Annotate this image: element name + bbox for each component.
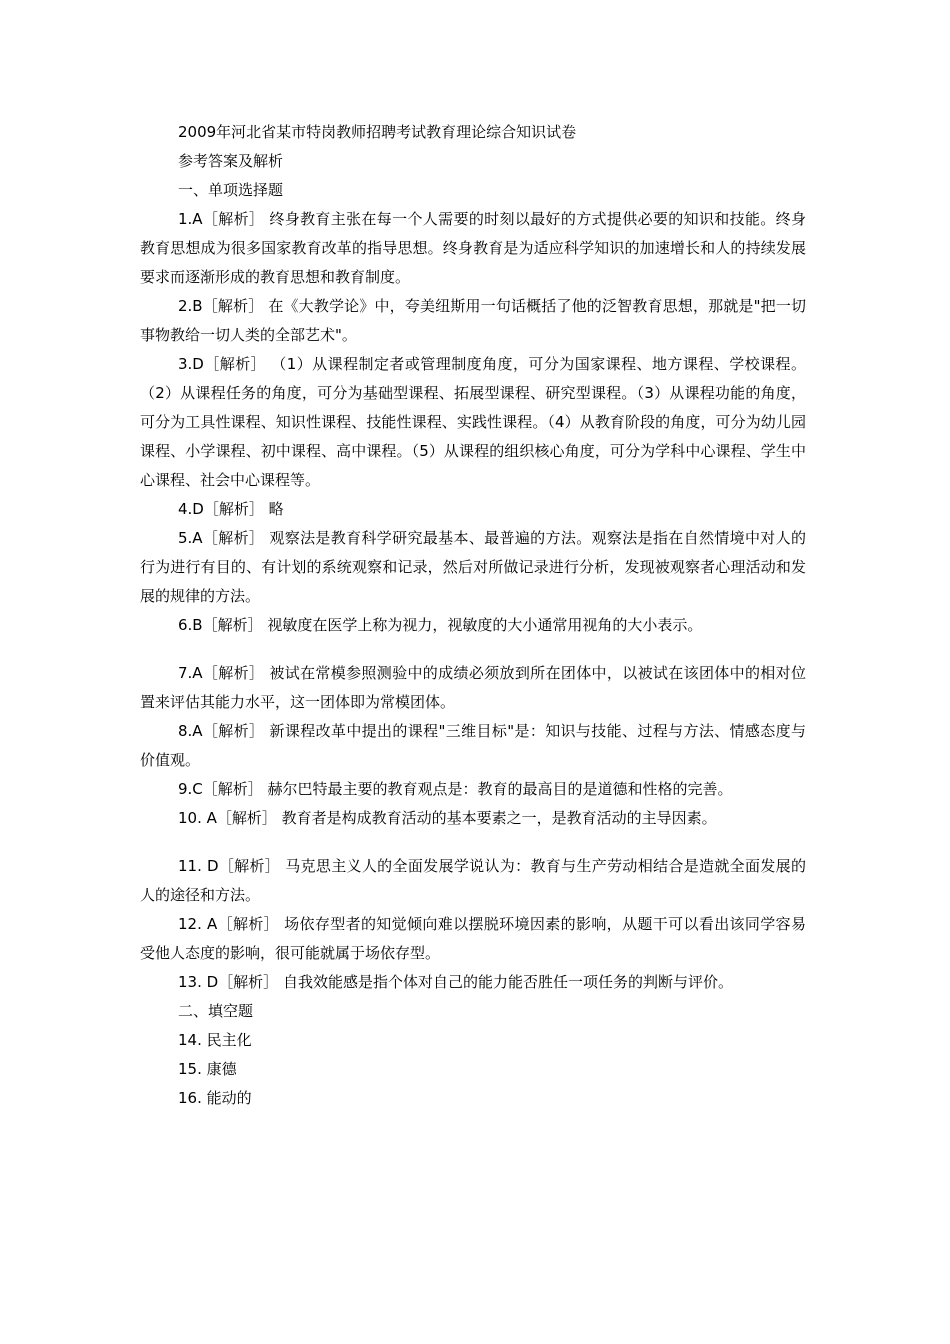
answer-5: 5.A［解析］ 观察法是教育科学研究最基本、最普遍的方法。观察法是指在自然情境中对人的行为进行有目的、有计划的系统观察和记录，然后对所做记录进行分析，发现被观察者心理活动和发展的规律的方法。 [140, 529, 806, 605]
answer-16: 16. 能动的 [178, 1089, 252, 1107]
answer-2: 2.B［解析］ 在《大教学论》中，夸美纽斯用一句话概括了他的泛智教育思想，那就是"把一切事物教给一切人类的全部艺术"。 [140, 297, 806, 344]
section-heading-fill-blank: 二、填空题 [178, 1002, 254, 1020]
spacer [140, 833, 806, 852]
answer-4: 4.D［解析］ 略 [178, 500, 284, 518]
answer-3: 3.D［解析］ （1）从课程制定者或管理制度角度，可分为国家课程、地方课程、学校课程。（2）从课程任务的角度，可分为基础型课程、拓展型课程、研究型课程。（3）从课程功能的角度，可分为工具性课程、知识性课程、技能性课程、实践性课程。（4）从教育阶段的角度，可分为幼儿园课程、小学课程、初中课程、高中课程。（5）从课程的组织核心角度，可分为学科中心课程、学生中心课程、社会中心课程等。 [140, 355, 806, 489]
answer-8: 8.A［解析］ 新课程改革中提出的课程"三维目标"是：知识与技能、过程与方法、情感态度与价值观。 [140, 722, 806, 769]
document-title: 2009年河北省某市特岗教师招聘考试教育理论综合知识试卷 [178, 123, 577, 141]
document-page [140, 118, 806, 1113]
answer-14: 14. 民主化 [178, 1031, 252, 1049]
answer-1: 1.A［解析］ 终身教育主张在每一个人需要的时刻以最好的方式提供必要的知识和技能。终身教育思想成为很多国家教育改革的指导思想。终身教育是为适应科学知识的加速增长和人的持续发展要求而逐渐形成的教育思想和教育制度。 [140, 210, 806, 286]
section-heading-single-choice: 一、单项选择题 [178, 181, 284, 199]
answer-10: 10. A［解析］ 教育者是构成教育活动的基本要素之一，是教育活动的主导因素。 [178, 809, 717, 827]
spacer [140, 640, 806, 659]
answer-13: 13. D［解析］ 自我效能感是指个体对自己的能力能否胜任一项任务的判断与评价。 [178, 973, 733, 991]
answer-9: 9.C［解析］ 赫尔巴特最主要的教育观点是：教育的最高目的是道德和性格的完善。 [178, 780, 733, 798]
answer-6: 6.B［解析］ 视敏度在医学上称为视力，视敏度的大小通常用视角的大小表示。 [178, 616, 703, 634]
answer-7: 7.A［解析］ 被试在常模参照测验中的成绩必须放到所在团体中，以被试在该团体中的相对位置来评估其能力水平，这一团体即为常模团体。 [140, 664, 806, 711]
document-subtitle: 参考答案及解析 [178, 152, 284, 170]
answer-12: 12. A［解析］ 场依存型者的知觉倾向难以摆脱环境因素的影响，从题干可以看出该同学容易受他人态度的影响，很可能就属于场依存型。 [140, 915, 806, 962]
answer-11: 11. D［解析］ 马克思主义人的全面发展学说认为：教育与生产劳动相结合是造就全面发展的人的途径和方法。 [140, 857, 806, 904]
answer-15: 15. 康德 [178, 1060, 237, 1078]
